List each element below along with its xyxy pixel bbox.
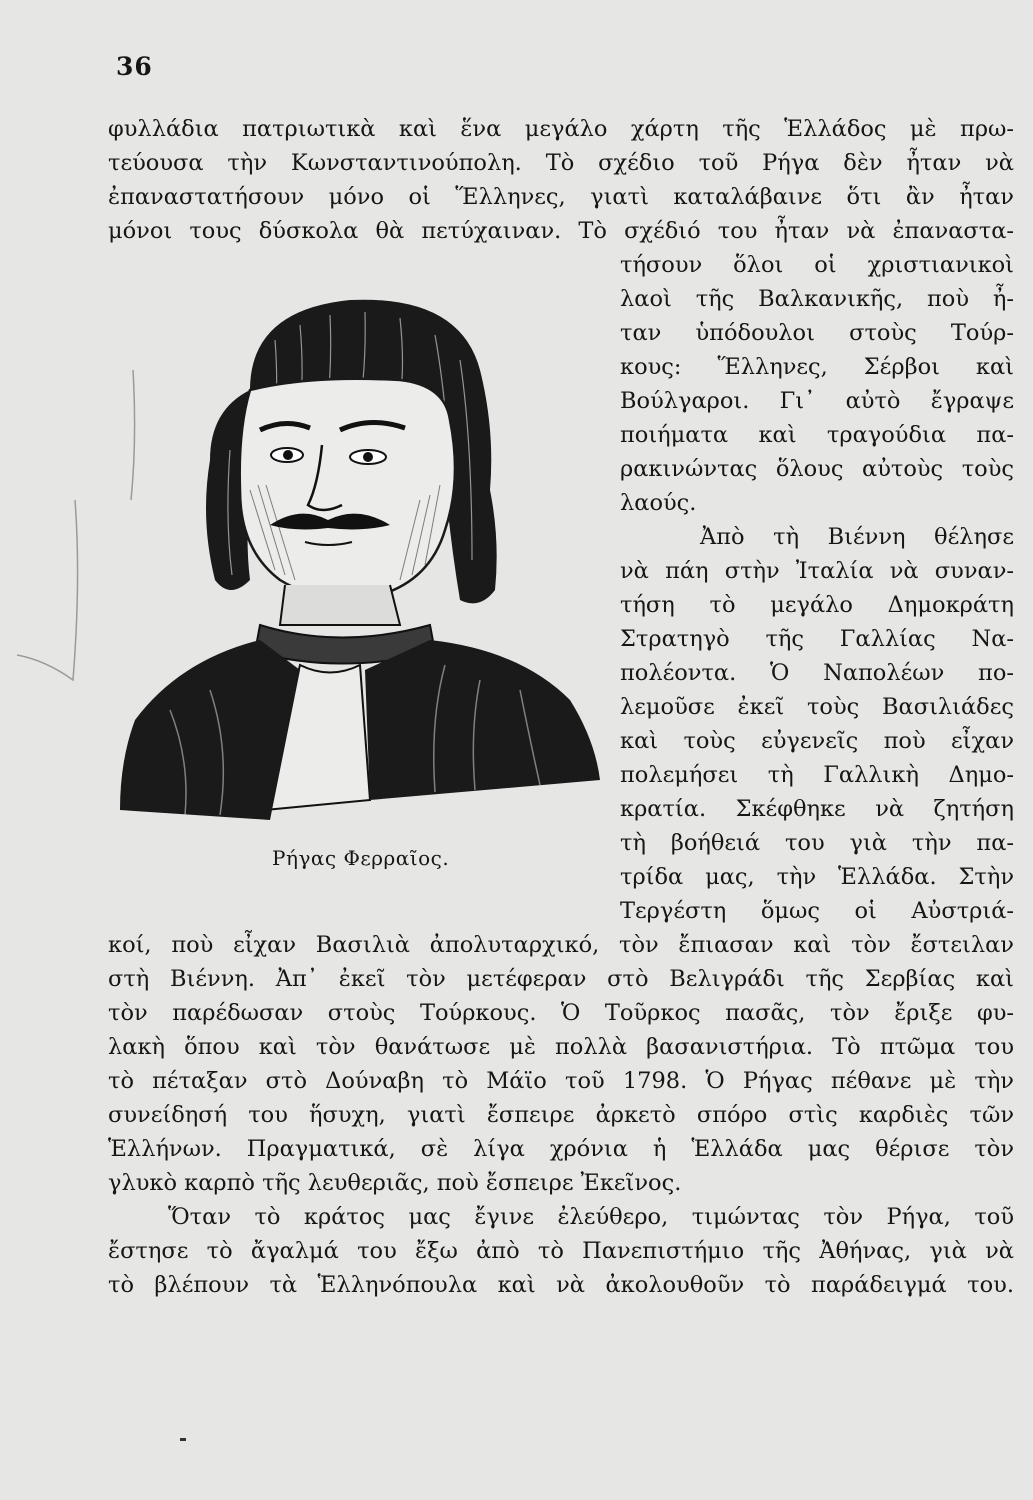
portrait-icon bbox=[100, 280, 610, 840]
text-line: νὰ πάη στὴν Ἰταλία νὰ συναν- bbox=[620, 558, 1014, 584]
text-line: τὸ πέταξαν στὸ Δούναβη τὸ Μάϊο τοῦ 1798. Ὁ Ρήγας πέθανε μὲ τὴν bbox=[108, 1068, 1014, 1094]
text-line: Τεργέστη ὅμως οἱ Αὐστριά- bbox=[620, 898, 1014, 924]
text-line: ταν ὑπόδουλοι στοὺς Τούρ- bbox=[620, 320, 1014, 346]
text-line: συνείδησή του ἥσυχη, γιατὶ ἔσπειρε ἀρκετὸ σπόρο στὶς καρδιὲς τῶν bbox=[108, 1102, 1014, 1128]
text-line: ποιήματα καὶ τραγούδια πα- bbox=[620, 422, 1014, 448]
text-line: Ὅταν τὸ κράτος μας ἔγινε ἐλεύθερο, τιμώντας τὸν Ρήγα, τοῦ bbox=[168, 1204, 1014, 1230]
text-line: στὴ Βιέννη. Ἀπ᾽ ἐκεῖ τὸν μετέφεραν στὸ Βελιγράδι τῆς Σερβίας καὶ bbox=[108, 966, 1014, 992]
text-line: μόνοι τους δύσκολα θὰ πετύχαιναν. Τὸ σχέδιό του ἦταν νὰ ἐπαναστα- bbox=[108, 218, 1014, 244]
text-line: κρατία. Σκέφθηκε νὰ ζητήση bbox=[620, 796, 1014, 822]
text-line: Στρατηγὸ τῆς Γαλλίας Να- bbox=[620, 626, 1014, 652]
text-line: Ἑλλήνων. Πραγματικά, σὲ λίγα χρόνια ἡ Ἑλλάδα μας θέρισε τὸν bbox=[108, 1136, 1014, 1162]
text-line: πολέοντα. Ὁ Ναπολέων πο- bbox=[620, 660, 1014, 686]
text-line: τήση τὸ μεγάλο Δημοκράτη bbox=[620, 592, 1014, 618]
text-line: ρακινώντας ὅλους αὐτοὺς τοὺς bbox=[620, 456, 1014, 482]
text-line: τεύουσα τὴν Κωνσταντινούπολη. Τὸ σχέδιο τοῦ Ρήγα δὲν ἦταν νὰ bbox=[108, 150, 1014, 176]
text-line: λακὴ ὅπου καὶ τὸν θανάτωσε μὲ πολλὰ βασανιστήρια. Τὸ πτῶμα του bbox=[108, 1034, 1014, 1060]
text-line: κους: Ἕλληνες, Σέρβοι καὶ bbox=[620, 354, 1014, 380]
text-line: καὶ τοὺς εὐγενεῖς ποὺ εἶχαν bbox=[620, 728, 1014, 754]
ink-speck bbox=[180, 1438, 186, 1441]
text-line: Ἀπὸ τὴ Βιέννη θέλησε bbox=[700, 524, 1014, 550]
text-line: ἐπαναστατήσουν μόνο οἱ Ἕλληνες, γιατὶ καταλάβαινε ὅτι ἂν ἦταν bbox=[108, 184, 1014, 210]
text-line: γλυκὸ καρπὸ τῆς λευθεριᾶς, ποὺ ἔσπειρε Ἐκεῖνος. bbox=[108, 1170, 682, 1196]
text-line: πολεμήσει τὴ Γαλλικὴ Δημο- bbox=[620, 762, 1014, 788]
text-line: τὸ βλέπουν τὰ Ἑλληνόπουλα καὶ νὰ ἀκολουθοῦν τὸ παράδειγμά του. bbox=[108, 1272, 1014, 1298]
page-number: 36 bbox=[116, 52, 153, 81]
text-line: φυλλάδια πατριωτικὰ καὶ ἕνα μεγάλο χάρτη τῆς Ἑλλάδος μὲ πρω- bbox=[108, 116, 1014, 142]
text-line: κοί, ποὺ εἶχαν Βασιλιὰ ἀπολυταρχικό, τὸν ἔπιασαν καὶ τὸν ἔστειλαν bbox=[108, 932, 1014, 958]
text-line: λεμοῦσε ἐκεῖ τοὺς Βασιλιάδες bbox=[620, 694, 1014, 720]
text-line: λαούς. bbox=[620, 490, 697, 516]
text-line: λαοὶ τῆς Βαλκανικῆς, ποὺ ἦ- bbox=[620, 286, 1014, 312]
text-line: τὴ βοήθειά του γιὰ τὴν πα- bbox=[620, 830, 1014, 856]
text-line: τρίδα μας, τὴν Ἑλλάδα. Στὴν bbox=[620, 864, 1014, 890]
portrait-caption: Ρήγας Φερραῖος. bbox=[272, 846, 450, 870]
text-line: τήσουν ὅλοι οἱ χριστιανικοὶ bbox=[620, 252, 1014, 278]
text-line: τὸν παρέδωσαν στοὺς Τούρκους. Ὁ Τοῦρκος πασᾶς, τὸν ἔριξε φυ- bbox=[108, 1000, 1014, 1026]
text-line: ἔστησε τὸ ἄγαλμά του ἔξω ἀπὸ τὸ Πανεπιστήμιο τῆς Ἀθήνας, γιὰ νὰ bbox=[108, 1238, 1014, 1264]
text-line: Βούλγαροι. Γι᾽ αὐτὸ ἔγραψε bbox=[620, 388, 1014, 414]
